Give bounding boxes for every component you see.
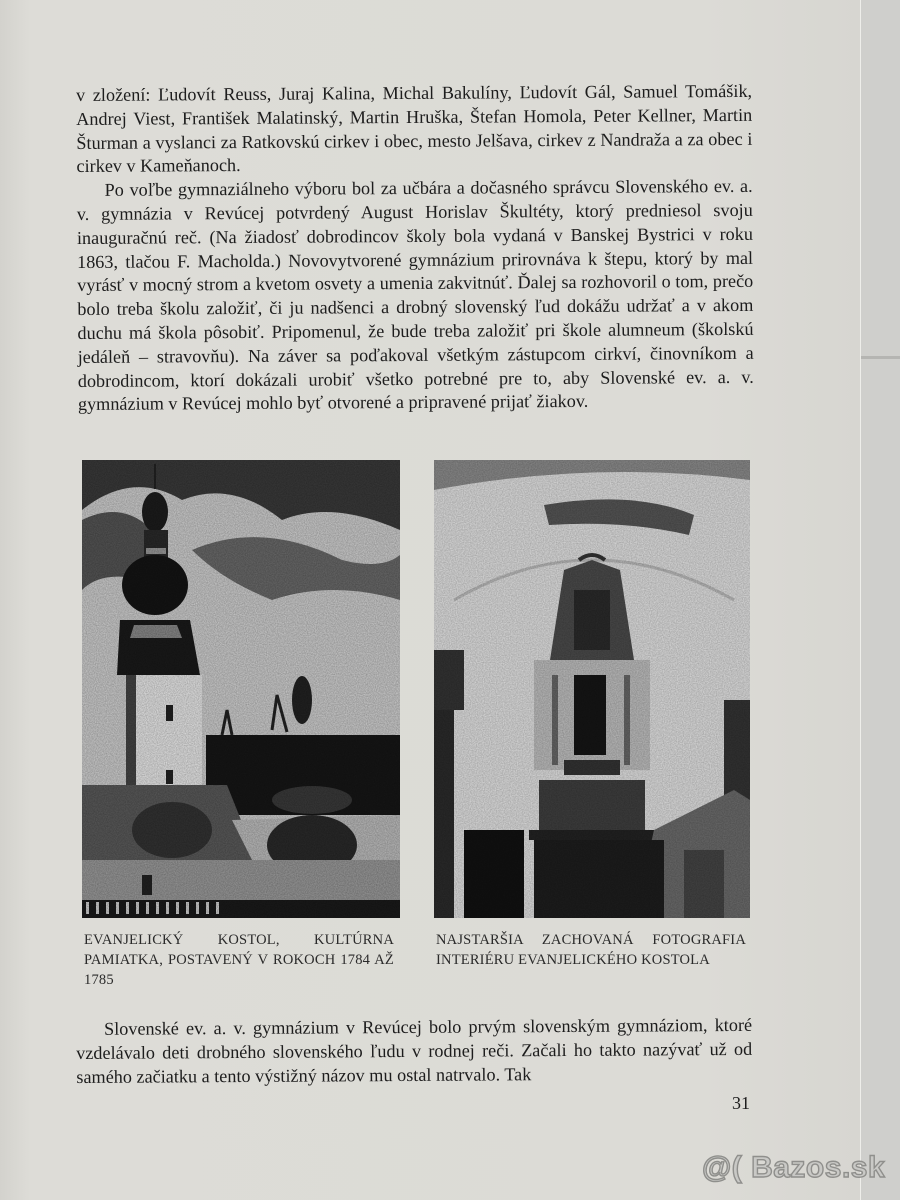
- figure-caption-exterior: EVANJELICKÝ KOSTOL, KULTÚRNA PAMIATKA, POSTAVENÝ V ROKOCH 1784 AŽ 1785: [84, 932, 394, 988]
- background-surface: [861, 0, 900, 1200]
- bottom-text-block: [76, 1014, 752, 1090]
- watermark: @( Bazos.sk: [702, 1151, 886, 1184]
- paragraph-first-slovak-gymnasium: Slovenské ev. a. v. gymnázium v Revúcej bolo prvým slovenským gymnáziom, ktoré vzdelávalo deti drobného slovenského ľudu v rodnej reči. Začali ho takto nazývať už od samého začiatku a tento výstižný názov mu ostal natrvalo. Tak: [76, 1014, 753, 1087]
- background-edge-line: [861, 356, 900, 359]
- church-tower-image: [82, 460, 400, 918]
- figure-caption-interior: NAJSTARŠIA ZACHOVANÁ FOTOGRAFIA INTERIÉRU EVANJELICKÉHO KOSTOLA: [436, 932, 746, 968]
- church-altar-image: [434, 460, 750, 918]
- paragraph-continuation: v zložení: Ľudovít Reuss, Juraj Kalina, Michal Bakulíny, Ľudovít Gál, Samuel Tomášik, Andrej Viest, František Malatinský, Martin Hruška, Štefan Homola, Peter Kellner, Martin Šturman a vyslanci za Ratkovskú cirkev i obec, mesto Jelšava, cirkev z Nandraža a za obec i cirkev v Kameňanoch.: [76, 80, 753, 177]
- page-number: 31: [732, 1093, 750, 1113]
- top-text-block: [76, 80, 754, 417]
- church-interior-photo: [434, 460, 750, 918]
- church-exterior-photo: [82, 460, 400, 918]
- paragraph-inauguration: Po voľbe gymnaziálneho výboru bol za učbára a dočasného správcu Slovenského ev. a. v. gymnázia v Revúcej potvrdený August Horislav Škultéty, ktorý predniesol svoju inauguračnú reč. (Na žiadosť dobrodincov školy bola vydaná v Banskej Bystrici v roku 1863, tlačou F. Macholda.) Novovytvorené gymnázium prirovnáva k štepu, ktorý by mal vyrásť v mocný strom a kvetom osvety a umenia zakvitnúť. Ďalej sa rozhovoril o tom, prečo bolo treba školu založiť, či ju nadšenci a drobný slovenský ľud dokážu udržať a v akom duchu má škola pôsobiť. Pripomenul, že bude treba založiť pri škole alumneum (školskú jedáleň – stravovňu). Na záver sa poďakoval všetkým zástupcom cirkví, činovníkom a dobrodincom, ktorí dokázali urobiť všetko potrebné pre to, aby Slovenské ev. a. v. gymnázium v Revúcej mohlo byť otvorené a pripravené prijať žiakov.: [76, 176, 754, 415]
